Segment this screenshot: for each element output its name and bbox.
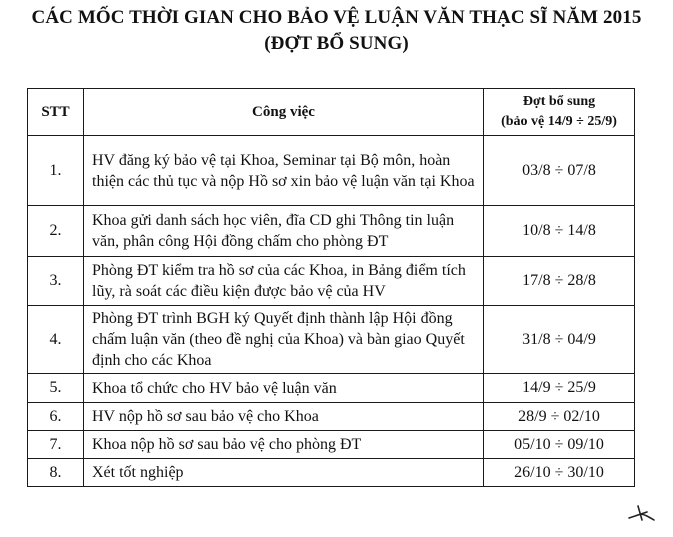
row-stt: 6. [28, 403, 84, 431]
row-stt: 2. [28, 206, 84, 257]
schedule-table [27, 88, 635, 487]
row-task: Khoa gửi danh sách học viên, đĩa CD ghi Thông tin luận văn, phân công Hội đồng chấm cho phòng ĐT [84, 206, 484, 257]
header-period-line2: (bảo vệ 14/9 ÷ 25/9) [501, 114, 617, 129]
row-stt: 7. [28, 431, 84, 459]
header-period-line1: Đợt bổ sung [522, 94, 596, 109]
document-title: CÁC MỐC THỜI GIAN CHO BẢO VỆ LUẬN VĂN THẠC SĨ NĂM 2015 [31, 7, 642, 28]
table-row [28, 306, 635, 374]
row-date: 10/8 ÷ 14/8 [484, 206, 635, 257]
row-task: Khoa tổ chức cho HV bảo vệ luận văn [84, 374, 484, 403]
row-date: 31/8 ÷ 04/9 [484, 306, 635, 374]
row-task: HV đăng ký bảo vệ tại Khoa, Seminar tại Bộ môn, hoàn thiện các thủ tục và nộp Hồ sơ xin bảo vệ luận văn tại Khoa [84, 136, 484, 206]
row-task: Xét tốt nghiệp [84, 459, 484, 487]
table-row [28, 374, 635, 403]
table-row [28, 431, 635, 459]
row-date: 26/10 ÷ 30/10 [484, 459, 635, 487]
row-task: Khoa nộp hồ sơ sau bảo vệ cho phòng ĐT [84, 431, 484, 459]
row-stt: 5. [28, 374, 84, 403]
table-row [28, 206, 635, 257]
handwritten-initial-mark [627, 502, 657, 524]
table-row [28, 403, 635, 431]
document-subtitle: (ĐỢT BỔ SUNG) [264, 33, 409, 54]
table-row [28, 257, 635, 306]
row-stt: 1. [28, 136, 84, 206]
table-row [28, 459, 635, 487]
row-date: 03/8 ÷ 07/8 [484, 136, 635, 206]
row-task: Phòng ĐT kiểm tra hồ sơ của các Khoa, in Bảng điểm tích lũy, rà soát các điều kiện được bảo vệ của HV [84, 257, 484, 306]
row-date: 17/8 ÷ 28/8 [484, 257, 635, 306]
row-stt: 3. [28, 257, 84, 306]
row-date: 14/9 ÷ 25/9 [484, 374, 635, 403]
row-date: 05/10 ÷ 09/10 [484, 431, 635, 459]
header-task: Công việc [84, 89, 484, 136]
row-stt: 4. [28, 306, 84, 374]
row-stt: 8. [28, 459, 84, 487]
table-row [28, 136, 635, 206]
header-stt: STT [28, 89, 84, 136]
table-header-row [28, 89, 635, 136]
row-task: HV nộp hồ sơ sau bảo vệ cho Khoa [84, 403, 484, 431]
row-task: Phòng ĐT trình BGH ký Quyết định thành lập Hội đồng chấm luận văn (theo đề nghị của Khoa) và bàn giao Quyết định cho các Khoa [84, 306, 484, 374]
header-period [484, 89, 635, 136]
row-date: 28/9 ÷ 02/10 [484, 403, 635, 431]
